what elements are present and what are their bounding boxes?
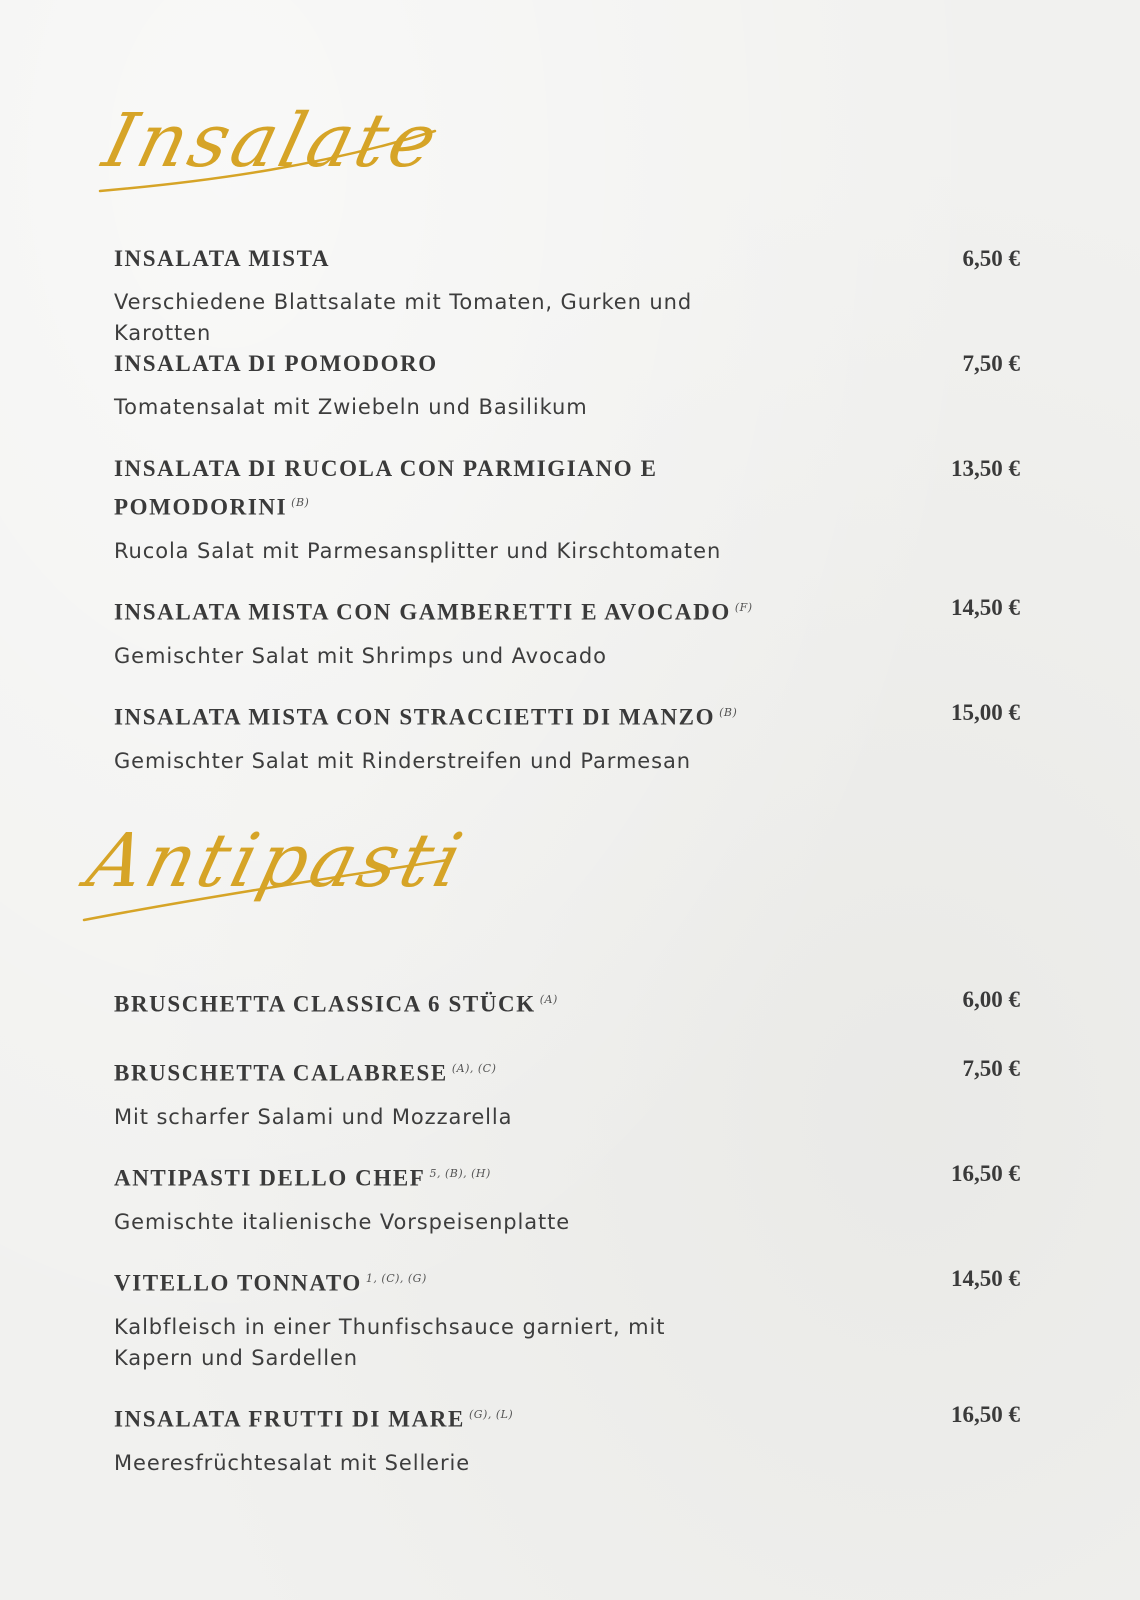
item-price: 13,50 €	[951, 456, 1020, 481]
item-allergens: 5, (B), (H)	[429, 1167, 491, 1180]
item-allergens: (A)	[539, 993, 558, 1006]
menu-item	[114, 1262, 1020, 1374]
item-description: Rucola Salat mit Parmesansplitter und Kirschtomaten	[114, 538, 722, 563]
menu-item	[114, 983, 1020, 1022]
menu-item	[114, 1052, 1020, 1133]
item-description: Gemischte italienische Vorspeisenplatte	[114, 1209, 571, 1234]
item-name: VITELLO TONNATO $^{1, (C), (G)}$	[114, 1270, 427, 1296]
item-allergens: 1, (C), (G)	[365, 1272, 427, 1285]
item-name: ANTIPASTI DELLO CHEF $^{5, (B), (H)}$	[114, 1165, 491, 1191]
item-description: Tomatensalat mit Zwiebeln und Basilikum	[114, 395, 588, 419]
item-price: 7,50 €	[962, 351, 1020, 376]
title-flourish-antipasti	[78, 830, 458, 950]
menu-item	[114, 242, 1020, 349]
item-price: 16,50 €	[951, 1402, 1020, 1427]
item-price: 15,00 €	[951, 700, 1020, 725]
item-allergens: (B)	[291, 496, 310, 509]
item-name: INSALATA DI RUCOLA CON PARMIGIANO E POMODORINI $^{(B)}$	[114, 456, 658, 520]
item-price: 7,50 €	[962, 1056, 1020, 1081]
item-name: INSALATA MISTA	[114, 246, 331, 271]
item-name: INSALATA MISTA CON GAMBERETTI E AVOCADO $^{(F)}$	[114, 599, 753, 625]
item-name: BRUSCHETTA CALABRESE $^{(A), (C)}$	[114, 1060, 497, 1086]
menu-item	[114, 1398, 1020, 1479]
section-title-antipasti: Antipasti	[79, 818, 475, 904]
item-description: Gemischter Salat mit Rinderstreifen und Parmesan	[114, 748, 691, 773]
menu-item	[114, 591, 1020, 672]
item-description: Mit scharfer Salami und Mozzarella	[114, 1104, 513, 1129]
item-description: Meeresfrüchtesalat mit Sellerie	[114, 1450, 471, 1475]
item-price: 6,50 €	[962, 246, 1020, 271]
item-name: INSALATA MISTA CON STRACCIETTI DI MANZO $^{(B)}$	[114, 704, 738, 730]
section-title-insalate: Insalate	[95, 98, 450, 184]
item-description: Gemischter Salat mit Shrimps und Avocado	[114, 643, 607, 668]
item-name: INSALATA FRUTTI DI MARE $^{(G), (L)}$	[114, 1406, 514, 1432]
menu-item	[114, 696, 1020, 777]
item-price: 6,00 €	[962, 987, 1020, 1012]
menu-item	[114, 1157, 1020, 1238]
item-allergens: (G), (L)	[468, 1408, 514, 1421]
item-allergens: (A), (C)	[451, 1062, 497, 1075]
item-description: Verschiedene Blattsalate mit Tomaten, Gurken und Karotten	[114, 290, 693, 345]
title-flourish-insalate	[95, 95, 455, 215]
menu-item	[114, 452, 1020, 567]
item-description: Kalbfleisch in einer Thunfischsauce garniert, mit Kapern und Sardellen	[114, 1314, 666, 1370]
item-name: INSALATA DI POMODORO	[114, 351, 438, 376]
item-name: BRUSCHETTA CLASSICA 6 STÜCK $^{(A)}$	[114, 991, 558, 1017]
item-price: 16,50 €	[951, 1161, 1020, 1186]
item-allergens: (B)	[719, 706, 738, 719]
item-price: 14,50 €	[951, 1266, 1020, 1291]
item-allergens: (F)	[734, 601, 753, 614]
item-price: 14,50 €	[951, 595, 1020, 620]
menu-item	[114, 347, 1020, 423]
